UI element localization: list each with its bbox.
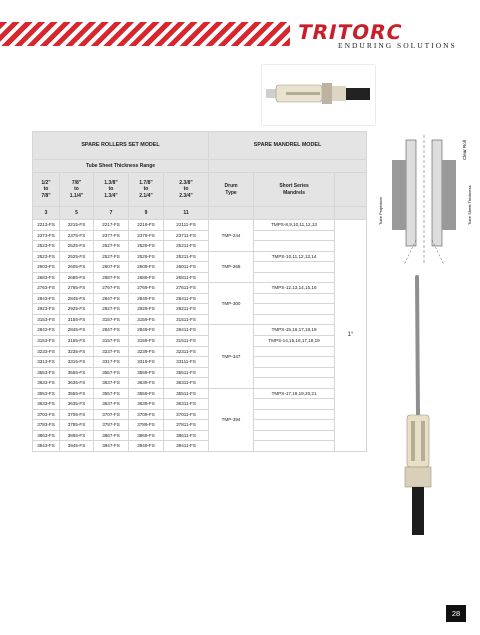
roller-model-cell: 3239-FS xyxy=(129,346,164,357)
roller-count: 7 xyxy=(94,207,129,220)
roller-model-cell: 3155-FS xyxy=(60,336,94,347)
tube-expansion-diagram xyxy=(370,130,480,270)
table-row xyxy=(33,441,367,452)
mandrel-cell: TMPS-12,13,14,15,16 xyxy=(254,283,335,294)
mandrel-cell xyxy=(254,241,335,252)
roller-model-cell: 3943-FS xyxy=(33,441,60,452)
table-row xyxy=(33,430,367,441)
roller-model-cell: 2373-FS xyxy=(33,230,60,241)
roller-model-cell: 3639-FS xyxy=(129,399,164,410)
roller-model-cell: 26811-FS xyxy=(164,272,209,283)
roller-model-cell: 3787-FS xyxy=(94,420,129,431)
roller-model-cell: 3633-FS xyxy=(33,378,60,389)
roller-model-cell: 3553-FS xyxy=(33,367,60,378)
roller-model-cell: 3703-FS xyxy=(33,409,60,420)
table-row xyxy=(33,220,367,231)
roller-model-cell: 2605-FS xyxy=(60,262,94,273)
roller-model-cell: 29211-FS xyxy=(164,304,209,315)
roller-model-cell: 2687-FS xyxy=(94,272,129,283)
roller-model-cell: 2845-FS xyxy=(60,325,94,336)
mandrel-cell xyxy=(254,314,335,325)
roller-model-cell: 3635-FS xyxy=(60,399,94,410)
range-cell: 1/2" to 7/8" xyxy=(33,173,60,207)
mandrel-cell: TMPS-14,15,16,17,18,19 xyxy=(254,336,335,347)
roller-model-cell: 2525-FS xyxy=(60,251,94,262)
header-blank xyxy=(335,173,367,207)
mandrel-cell xyxy=(254,293,335,304)
roller-model-cell: 27611-FS xyxy=(164,283,209,294)
roller-count: 3 xyxy=(33,207,60,220)
roller-model-cell: 32311-FS xyxy=(164,346,209,357)
tube-expander-image xyxy=(395,275,445,545)
roller-model-cell: 3789-FS xyxy=(129,420,164,431)
roller-model-cell: 2213-FS xyxy=(33,220,60,231)
roller-model-cell: 3945-FS xyxy=(60,441,94,452)
roller-model-cell: 2843-FS xyxy=(33,293,60,304)
roller-model-cell: 2767-FS xyxy=(94,283,129,294)
roller-model-cell: 2523-FS xyxy=(33,241,60,252)
roller-model-cell: 28411-FS xyxy=(164,293,209,304)
table-row xyxy=(33,283,367,294)
roller-model-cell: 36311-FS xyxy=(164,378,209,389)
table-row xyxy=(33,293,367,304)
header-blank xyxy=(209,160,367,173)
range-title: Tube Sheet Thickness Range xyxy=(33,160,209,173)
roller-model-cell: 2763-FS xyxy=(33,283,60,294)
mandrel-cell xyxy=(254,230,335,241)
range-cell: 2.3/8" to 2.3/4" xyxy=(164,173,209,207)
roller-model-cell: 3709-FS xyxy=(129,409,164,420)
roller-model-cell: 2929-FS xyxy=(129,304,164,315)
mandrel-cell xyxy=(254,346,335,357)
roller-model-cell: 35511-FS xyxy=(164,388,209,399)
table-row xyxy=(33,262,367,273)
roller-model-cell: 3947-FS xyxy=(94,441,129,452)
roller-model-cell: 2603-FS xyxy=(33,262,60,273)
table-row xyxy=(33,314,367,325)
roller-model-cell: 2523-FS xyxy=(33,251,60,262)
drum-type-cell: TMP-347 xyxy=(209,325,254,388)
roller-model-cell: 38611-FS xyxy=(164,430,209,441)
roller-model-cell: 3233-FS xyxy=(33,346,60,357)
roller-model-cell: 2215-FS xyxy=(60,220,94,231)
roller-model-cell: 33111-FS xyxy=(164,357,209,368)
roller-model-cell: 2925-FS xyxy=(60,304,94,315)
table-row xyxy=(33,378,367,389)
brand-tagline: ENDURING SOLUTIONS xyxy=(338,41,457,50)
mandrel-cell xyxy=(254,441,335,452)
header-blank xyxy=(209,207,254,220)
drum-type-cell: TMP-268 xyxy=(209,251,254,283)
mandrel-cell: TMPS-8,9,10,11,12,13 xyxy=(254,220,335,231)
rollers-title: SPARE ROLLERS SET MODEL xyxy=(33,132,209,160)
roller-model-cell: 3867-FS xyxy=(94,430,129,441)
roller-model-cell: 22111-FS xyxy=(164,220,209,231)
roller-model-cell: 3869-FS xyxy=(129,430,164,441)
table-row xyxy=(33,409,367,420)
roller-model-cell: 2219-FS xyxy=(129,220,164,231)
table-row xyxy=(33,336,367,347)
roller-model-cell: 2527-FS xyxy=(94,251,129,262)
table-row xyxy=(33,367,367,378)
roller-model-cell: 3557-FS xyxy=(94,388,129,399)
roller-model-cell: 23711-FS xyxy=(164,230,209,241)
range-cell: 1.3/8" to 1.3/4" xyxy=(94,173,129,207)
roller-model-cell: 3319-FS xyxy=(129,357,164,368)
roller-model-cell: 36311-FS xyxy=(164,399,209,410)
roller-model-cell: 3865-FS xyxy=(60,430,94,441)
roller-model-cell: 2375-FS xyxy=(60,230,94,241)
tube-sheet-thickness-label: Tube Sheet Thickness xyxy=(467,185,472,225)
spare-parts-table xyxy=(32,131,367,452)
roller-model-cell: 3237-FS xyxy=(94,346,129,357)
table-row xyxy=(33,230,367,241)
roller-model-cell: 2609-FS xyxy=(129,262,164,273)
drum-type-cell: TMP-394 xyxy=(209,388,254,451)
roller-model-cell: 3157-FS xyxy=(94,336,129,347)
roller-model-cell: 3785-FS xyxy=(60,420,94,431)
clear-roll-label: Clear Roll xyxy=(462,140,467,160)
roller-model-cell: 31511-FS xyxy=(164,336,209,347)
roller-model-cell: 3157-FS xyxy=(94,314,129,325)
table-row xyxy=(33,346,367,357)
angle-label: 1° xyxy=(347,331,354,338)
tube-projection-label: Tube Projection xyxy=(378,197,383,225)
roller-model-cell: 3637-FS xyxy=(94,399,129,410)
roller-model-cell: 26011-FS xyxy=(164,262,209,273)
roller-model-cell: 3159-FS xyxy=(129,314,164,325)
roller-model-cell: 3949-FS xyxy=(129,441,164,452)
angle-cell xyxy=(335,220,367,452)
roller-model-cell: 35511-FS xyxy=(164,367,209,378)
roller-model-cell: 3159-FS xyxy=(129,336,164,347)
drum-type-cell: TMP-244 xyxy=(209,220,254,252)
roller-model-cell: 2529-FS xyxy=(129,251,164,262)
roller-model-cell: 3863-FS xyxy=(33,430,60,441)
mandrel-cell xyxy=(254,262,335,273)
mandrel-cell xyxy=(254,399,335,410)
roller-model-cell: 2685-FS xyxy=(60,272,94,283)
mandrel-cell: TMPS-17,18,19,20,21 xyxy=(254,388,335,399)
roller-model-cell: 2769-FS xyxy=(129,283,164,294)
mandrel-cell xyxy=(254,367,335,378)
mandrel-closeup-image xyxy=(262,65,375,125)
roller-model-cell: 3633-FS xyxy=(33,399,60,410)
roller-model-cell: 3553-FS xyxy=(33,388,60,399)
roller-model-cell: 3153-FS xyxy=(33,314,60,325)
table-row xyxy=(33,304,367,315)
roller-model-cell: 37011-FS xyxy=(164,409,209,420)
mandrel-cell xyxy=(254,430,335,441)
roller-model-cell: 3555-FS xyxy=(60,388,94,399)
brand-logo xyxy=(294,20,474,50)
roller-model-cell: 2607-FS xyxy=(94,262,129,273)
roller-model-cell: 3707-FS xyxy=(94,409,129,420)
table-row xyxy=(33,388,367,399)
drum-type-header: Drum Type xyxy=(209,173,254,207)
roller-model-cell: 2845-FS xyxy=(60,293,94,304)
roller-model-cell: 3557-FS xyxy=(94,367,129,378)
roller-model-cell: 25211-FS xyxy=(164,241,209,252)
roller-model-cell: 3635-FS xyxy=(60,378,94,389)
table-row xyxy=(33,420,367,431)
roller-model-cell: 39411-FS xyxy=(164,441,209,452)
header-blank xyxy=(254,207,335,220)
roller-model-cell: 2847-FS xyxy=(94,325,129,336)
roller-model-cell: 2843-FS xyxy=(33,325,60,336)
page-number: 28 xyxy=(446,605,466,622)
roller-model-cell: 3313-FS xyxy=(33,357,60,368)
roller-model-cell: 25211-FS xyxy=(164,251,209,262)
roller-model-cell: 3555-FS xyxy=(60,367,94,378)
roller-model-cell: 2849-FS xyxy=(129,293,164,304)
roller-model-cell: 2529-FS xyxy=(129,241,164,252)
mandrel-title: SPARE MANDREL MODEL xyxy=(209,132,367,160)
roller-model-cell: 2379-FS xyxy=(129,230,164,241)
roller-model-cell: 2847-FS xyxy=(94,293,129,304)
roller-count: 11 xyxy=(164,207,209,220)
table-row xyxy=(33,357,367,368)
mandrel-cell xyxy=(254,304,335,315)
drum-type-cell: TMP-300 xyxy=(209,283,254,325)
mandrel-cell: TMPS-10,11,12,13,14 xyxy=(254,251,335,262)
roller-model-cell: 2923-FS xyxy=(33,304,60,315)
roller-model-cell: 3639-FS xyxy=(129,378,164,389)
roller-model-cell: 3315-FS xyxy=(60,357,94,368)
roller-model-cell: 2525-FS xyxy=(60,241,94,252)
roller-model-cell: 2849-FS xyxy=(129,325,164,336)
roller-model-cell: 3559-FS xyxy=(129,388,164,399)
roller-model-cell: 3235-FS xyxy=(60,346,94,357)
roller-model-cell: 2377-FS xyxy=(94,230,129,241)
roller-model-cell: 3705-FS xyxy=(60,409,94,420)
roller-model-cell: 3155-FS xyxy=(60,314,94,325)
roller-model-cell: 2927-FS xyxy=(94,304,129,315)
roller-model-cell: 28411-FS xyxy=(164,325,209,336)
roller-model-cell: 2683-FS xyxy=(33,272,60,283)
roller-model-cell: 3783-FS xyxy=(33,420,60,431)
range-cell: 1.7/8" to 2.1/4" xyxy=(129,173,164,207)
roller-model-cell: 3317-FS xyxy=(94,357,129,368)
mandrel-cell xyxy=(254,420,335,431)
table-row xyxy=(33,399,367,410)
mandrel-cell xyxy=(254,272,335,283)
short-series-header: Short Series Mandrels xyxy=(254,173,335,207)
roller-model-cell: 3559-FS xyxy=(129,367,164,378)
roller-model-cell: 2217-FS xyxy=(94,220,129,231)
roller-count: 5 xyxy=(60,207,94,220)
range-cell: 7/8" to 1.1/4" xyxy=(60,173,94,207)
roller-model-cell: 2689-FS xyxy=(129,272,164,283)
table-row xyxy=(33,251,367,262)
table-row xyxy=(33,325,367,336)
mandrel-cell xyxy=(254,378,335,389)
roller-model-cell: 31511-FS xyxy=(164,314,209,325)
table-row xyxy=(33,272,367,283)
mandrel-cell xyxy=(254,409,335,420)
roller-model-cell: 37811-FS xyxy=(164,420,209,431)
roller-model-cell: 2765-FS xyxy=(60,283,94,294)
roller-model-cell: 3637-FS xyxy=(94,378,129,389)
roller-model-cell: 3153-FS xyxy=(33,336,60,347)
mandrel-cell xyxy=(254,357,335,368)
roller-count: 9 xyxy=(129,207,164,220)
header-blank xyxy=(335,207,367,220)
header-stripes xyxy=(0,22,290,46)
mandrel-cell: TMPS-15,16,17,18,19 xyxy=(254,325,335,336)
roller-model-cell: 2527-FS xyxy=(94,241,129,252)
brand-name: TRITORC xyxy=(295,20,405,44)
table-row xyxy=(33,241,367,252)
